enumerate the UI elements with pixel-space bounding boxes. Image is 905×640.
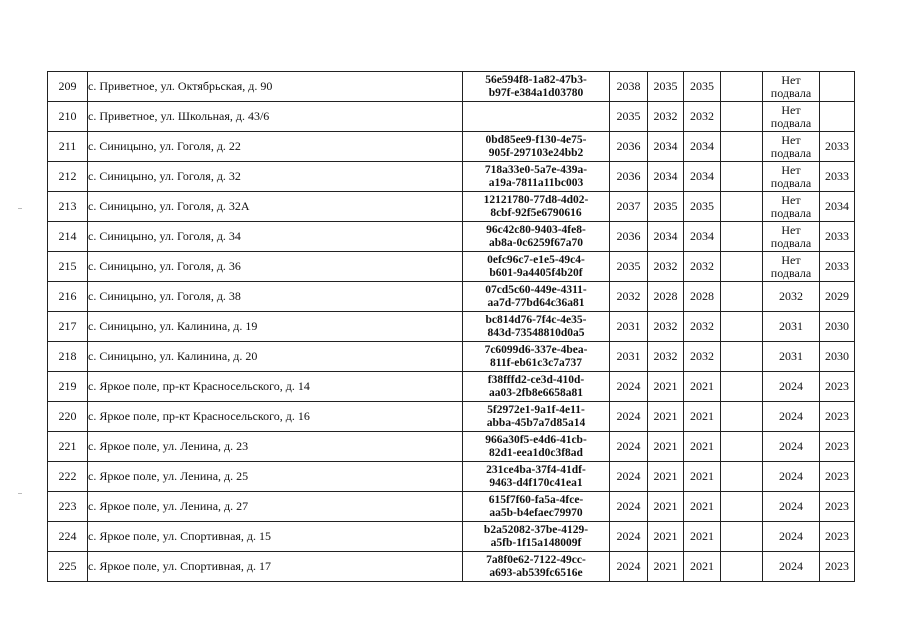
- guid-line-2: b97f-e384a1d03780: [488, 86, 584, 99]
- address-cell: с. Яркое поле, пр-кт Красносельского, д. 16: [88, 402, 463, 432]
- year-cell-2: 2028: [648, 282, 684, 312]
- address-cell: с. Приветное, ул. Октябрьская, д. 90: [88, 72, 463, 102]
- basement-cell: [763, 462, 820, 492]
- table-row: [48, 282, 855, 312]
- year-cell-2: 2021: [648, 402, 684, 432]
- year-cell-2: 2032: [648, 252, 684, 282]
- guid-cell: [463, 192, 610, 222]
- guid-cell: [463, 132, 610, 162]
- table-row: [48, 462, 855, 492]
- year-cell-1: 2024: [610, 522, 648, 552]
- year-cell-1: 2036: [610, 162, 648, 192]
- table-row: [48, 312, 855, 342]
- year-cell-6: 2023: [820, 372, 855, 402]
- year-cell-1: 2031: [610, 342, 648, 372]
- year-cell-4: [721, 282, 763, 312]
- year-cell-2: 2032: [648, 312, 684, 342]
- row-number: 209: [48, 72, 88, 102]
- guid-line-2: a19a-7811a11bc003: [488, 176, 584, 189]
- row-number: 218: [48, 342, 88, 372]
- table-row: [48, 402, 855, 432]
- row-number: 225: [48, 552, 88, 582]
- year-cell-1: 2024: [610, 402, 648, 432]
- address-cell: с. Яркое поле, ул. Ленина, д. 23: [88, 432, 463, 462]
- year-cell-6: 2023: [820, 522, 855, 552]
- year-cell-2: 2034: [648, 132, 684, 162]
- table-row: [48, 192, 855, 222]
- basement-line-1: 2024: [779, 529, 803, 543]
- guid-line-2: a693-ab539fc6516e: [489, 566, 583, 579]
- address-cell: с. Синицыно, ул. Гоголя, д. 22: [88, 132, 463, 162]
- year-cell-6: 2033: [820, 252, 855, 282]
- year-cell-1: 2031: [610, 312, 648, 342]
- address-cell: с. Яркое поле, ул. Ленина, д. 25: [88, 462, 463, 492]
- year-cell-6: 2023: [820, 432, 855, 462]
- year-cell-6: 2023: [820, 492, 855, 522]
- basement-line-2: подвала: [770, 205, 812, 220]
- year-cell-3: 2028: [684, 282, 721, 312]
- address-cell: с. Синицыно, ул. Гоголя, д. 32А: [88, 192, 463, 222]
- address-cell: с. Синицыно, ул. Гоголя, д. 34: [88, 222, 463, 252]
- address-cell: с. Яркое поле, ул. Спортивная, д. 15: [88, 522, 463, 552]
- basement-cell: [763, 252, 820, 282]
- basement-cell: [763, 552, 820, 582]
- year-cell-6: 2034: [820, 192, 855, 222]
- guid-cell: [463, 72, 610, 102]
- year-cell-2: 2034: [648, 162, 684, 192]
- year-cell-2: 2032: [648, 342, 684, 372]
- year-cell-1: 2035: [610, 252, 648, 282]
- basement-line-2: подвала: [770, 115, 812, 130]
- basement-cell: [763, 162, 820, 192]
- basement-line-1: 2031: [779, 349, 803, 363]
- guid-cell: [463, 222, 610, 252]
- row-number: 211: [48, 132, 88, 162]
- year-cell-1: 2037: [610, 192, 648, 222]
- year-cell-6: 2033: [820, 162, 855, 192]
- year-cell-4: [721, 342, 763, 372]
- year-cell-4: [721, 72, 763, 102]
- table-row: [48, 72, 855, 102]
- basement-line-2: подвала: [770, 235, 812, 250]
- guid-line-1: 718a33e0-5a7e-439a-: [484, 163, 588, 176]
- basement-cell: [763, 102, 820, 132]
- year-cell-3: 2021: [684, 462, 721, 492]
- guid-line-2: 9463-d4f170c41ea1: [489, 476, 583, 489]
- year-cell-6: [820, 72, 855, 102]
- guid-cell: [463, 522, 610, 552]
- guid-line-2: 905f-297103e24bb2: [488, 146, 584, 159]
- guid-line-2: 8cbf-92f5e6790616: [490, 206, 582, 219]
- guid-line-2: aa5b-b4efaec79970: [489, 506, 583, 519]
- year-cell-3: 2035: [684, 192, 721, 222]
- year-cell-1: 2036: [610, 222, 648, 252]
- guid-cell: [463, 492, 610, 522]
- address-cell: с. Яркое поле, ул. Ленина, д. 27: [88, 492, 463, 522]
- address-cell: с. Синицыно, ул. Калинина, д. 19: [88, 312, 463, 342]
- basement-line-1: Нет: [781, 132, 801, 147]
- guid-line-1: 0efc96c7-e1e5-49c4-: [487, 253, 585, 266]
- year-cell-1: 2036: [610, 132, 648, 162]
- basement-line-1: Нет: [781, 102, 801, 117]
- year-cell-3: 2021: [684, 432, 721, 462]
- year-cell-3: 2032: [684, 342, 721, 372]
- basement-line-1: Нет: [781, 192, 801, 207]
- basement-cell: [763, 192, 820, 222]
- guid-line-2: b601-9a4405f4b20f: [489, 266, 583, 279]
- basement-line-1: 2024: [779, 379, 803, 393]
- basement-cell: [763, 522, 820, 552]
- row-number: 219: [48, 372, 88, 402]
- address-cell: с. Синицыно, ул. Гоголя, д. 38: [88, 282, 463, 312]
- basement-cell: [763, 402, 820, 432]
- year-cell-6: 2030: [820, 342, 855, 372]
- row-number: 213: [48, 192, 88, 222]
- year-cell-3: 2032: [684, 102, 721, 132]
- guid-cell: [463, 552, 610, 582]
- year-cell-3: 2021: [684, 402, 721, 432]
- year-cell-6: 2030: [820, 312, 855, 342]
- year-cell-3: 2034: [684, 222, 721, 252]
- year-cell-3: 2032: [684, 312, 721, 342]
- guid-cell: [463, 402, 610, 432]
- guid-line-2: aa7d-77bd64c36a81: [487, 296, 585, 309]
- year-cell-6: [820, 102, 855, 132]
- year-cell-2: 2021: [648, 462, 684, 492]
- year-cell-4: [721, 462, 763, 492]
- table-row: [48, 252, 855, 282]
- address-cell: с. Яркое поле, пр-кт Красносельского, д. 14: [88, 372, 463, 402]
- year-cell-1: 2024: [610, 432, 648, 462]
- guid-line-1: 56e594f8-1a82-47b3-: [485, 73, 587, 86]
- year-cell-2: 2021: [648, 372, 684, 402]
- year-cell-4: [721, 192, 763, 222]
- guid-line-1: 07cd5c60-449e-4311-: [485, 283, 587, 296]
- guid-cell: [463, 432, 610, 462]
- table-row: [48, 132, 855, 162]
- year-cell-3: 2021: [684, 552, 721, 582]
- guid-cell: [463, 372, 610, 402]
- year-cell-3: 2035: [684, 72, 721, 102]
- table-row: [48, 162, 855, 192]
- basement-line-1: 2031: [779, 319, 803, 333]
- year-cell-2: 2021: [648, 492, 684, 522]
- basement-line-1: Нет: [781, 72, 801, 87]
- guid-cell: [463, 102, 610, 132]
- basement-cell: [763, 222, 820, 252]
- basement-line-2: подвала: [770, 145, 812, 160]
- address-cell: с. Синицыно, ул. Гоголя, д. 36: [88, 252, 463, 282]
- year-cell-2: 2034: [648, 222, 684, 252]
- basement-line-2: подвала: [770, 265, 812, 280]
- basement-line-1: Нет: [781, 222, 801, 237]
- year-cell-6: 2033: [820, 222, 855, 252]
- basement-cell: [763, 312, 820, 342]
- year-cell-4: [721, 402, 763, 432]
- address-cell: с. Синицыно, ул. Гоголя, д. 32: [88, 162, 463, 192]
- basement-line-1: 2024: [779, 439, 803, 453]
- year-cell-3: 2021: [684, 522, 721, 552]
- basement-line-2: подвала: [770, 85, 812, 100]
- year-cell-1: 2024: [610, 552, 648, 582]
- address-cell: с. Приветное, ул. Школьная, д. 43/6: [88, 102, 463, 132]
- guid-line-2: ab8a-0c6259f67a70: [489, 236, 583, 249]
- row-number: 222: [48, 462, 88, 492]
- year-cell-4: [721, 132, 763, 162]
- guid-line-2: abba-45b7a7d85a14: [486, 416, 586, 429]
- table-row: [48, 222, 855, 252]
- guid-cell: [463, 282, 610, 312]
- guid-line-1: 231ce4ba-37f4-41df-: [486, 463, 586, 476]
- guid-line-1: 7c6099d6-337e-4bea-: [484, 343, 588, 356]
- guid-line-2: 843d-73548810d0a5: [487, 326, 585, 339]
- guid-line-1: 615f7f60-fa5a-4fce-: [488, 493, 584, 506]
- year-cell-4: [721, 432, 763, 462]
- guid-line-1: b2a52082-37be-4129-: [483, 523, 589, 536]
- year-cell-3: 2021: [684, 372, 721, 402]
- year-cell-4: [721, 312, 763, 342]
- basement-cell: [763, 372, 820, 402]
- guid-line-1: 966a30f5-e4d6-41cb-: [485, 433, 587, 446]
- year-cell-1: 2035: [610, 102, 648, 132]
- year-cell-3: 2032: [684, 252, 721, 282]
- year-cell-6: 2029: [820, 282, 855, 312]
- basement-line-1: Нет: [781, 252, 801, 267]
- table-row: [48, 522, 855, 552]
- year-cell-3: 2034: [684, 162, 721, 192]
- year-cell-6: 2023: [820, 552, 855, 582]
- year-cell-4: [721, 552, 763, 582]
- guid-cell: [463, 312, 610, 342]
- guid-line-2: a5fb-1f15a148009f: [490, 536, 582, 549]
- guid-cell: [463, 162, 610, 192]
- guid-line-1: 0bd85ee9-f130-4e75-: [485, 133, 587, 146]
- guid-line-1: 12121780-77d8-4d02-: [483, 193, 589, 206]
- year-cell-2: 2035: [648, 72, 684, 102]
- table-row: [48, 492, 855, 522]
- guid-cell: [463, 252, 610, 282]
- basement-line-1: 2024: [779, 559, 803, 573]
- housing-register-table: [47, 71, 855, 582]
- basement-line-2: подвала: [770, 175, 812, 190]
- guid-line-1: 5f2972e1-9a1f-4e11-: [487, 403, 585, 416]
- table-row: [48, 102, 855, 132]
- basement-line-1: 2024: [779, 469, 803, 483]
- basement-cell: [763, 132, 820, 162]
- year-cell-2: 2021: [648, 522, 684, 552]
- basement-cell: [763, 282, 820, 312]
- year-cell-4: [721, 162, 763, 192]
- basement-line-1: 2032: [779, 289, 803, 303]
- row-number: 212: [48, 162, 88, 192]
- guid-line-2: aa03-2fb8e6658a81: [489, 386, 583, 399]
- guid-line-2: 811f-eb61c3c7a737: [490, 356, 582, 369]
- basement-cell: [763, 72, 820, 102]
- year-cell-2: 2021: [648, 552, 684, 582]
- year-cell-4: [721, 372, 763, 402]
- table-row: [48, 552, 855, 582]
- guid-line-1: bc814d76-7f4c-4e35-: [485, 313, 587, 326]
- row-number: 220: [48, 402, 88, 432]
- year-cell-6: 2023: [820, 402, 855, 432]
- basement-cell: [763, 342, 820, 372]
- guid-cell: [463, 342, 610, 372]
- row-number: 221: [48, 432, 88, 462]
- guid-line-1: 96c42c80-9403-4fe8-: [486, 223, 586, 236]
- basement-line-1: Нет: [781, 162, 801, 177]
- guid-cell: [463, 462, 610, 492]
- basement-cell: [763, 432, 820, 462]
- year-cell-4: [721, 522, 763, 552]
- guid-line-1: f38fffd2-ce3d-410d-: [487, 373, 585, 386]
- row-number: 210: [48, 102, 88, 132]
- row-number: 214: [48, 222, 88, 252]
- year-cell-3: 2034: [684, 132, 721, 162]
- guid-line-1: 7a8f0e62-7122-49cc-: [486, 553, 586, 566]
- margin-mark: [18, 493, 22, 494]
- margin-mark: [18, 208, 22, 209]
- row-number: 223: [48, 492, 88, 522]
- year-cell-4: [721, 492, 763, 522]
- year-cell-1: 2024: [610, 462, 648, 492]
- year-cell-1: 2024: [610, 492, 648, 522]
- basement-cell: [763, 492, 820, 522]
- year-cell-1: 2024: [610, 372, 648, 402]
- table-row: [48, 372, 855, 402]
- basement-line-1: 2024: [779, 499, 803, 513]
- year-cell-2: 2035: [648, 192, 684, 222]
- row-number: 224: [48, 522, 88, 552]
- year-cell-4: [721, 252, 763, 282]
- basement-line-1: 2024: [779, 409, 803, 423]
- year-cell-2: 2032: [648, 102, 684, 132]
- year-cell-3: 2021: [684, 492, 721, 522]
- year-cell-4: [721, 222, 763, 252]
- year-cell-6: 2033: [820, 132, 855, 162]
- guid-line-2: 82d1-eea1d0c3f8ad: [489, 446, 583, 459]
- address-cell: с. Синицыно, ул. Калинина, д. 20: [88, 342, 463, 372]
- year-cell-1: 2038: [610, 72, 648, 102]
- table-body: [48, 72, 855, 582]
- year-cell-2: 2021: [648, 432, 684, 462]
- table-row: [48, 432, 855, 462]
- year-cell-1: 2032: [610, 282, 648, 312]
- year-cell-4: [721, 102, 763, 132]
- row-number: 217: [48, 312, 88, 342]
- address-cell: с. Яркое поле, ул. Спортивная, д. 17: [88, 552, 463, 582]
- row-number: 215: [48, 252, 88, 282]
- table-row: [48, 342, 855, 372]
- row-number: 216: [48, 282, 88, 312]
- year-cell-6: 2023: [820, 462, 855, 492]
